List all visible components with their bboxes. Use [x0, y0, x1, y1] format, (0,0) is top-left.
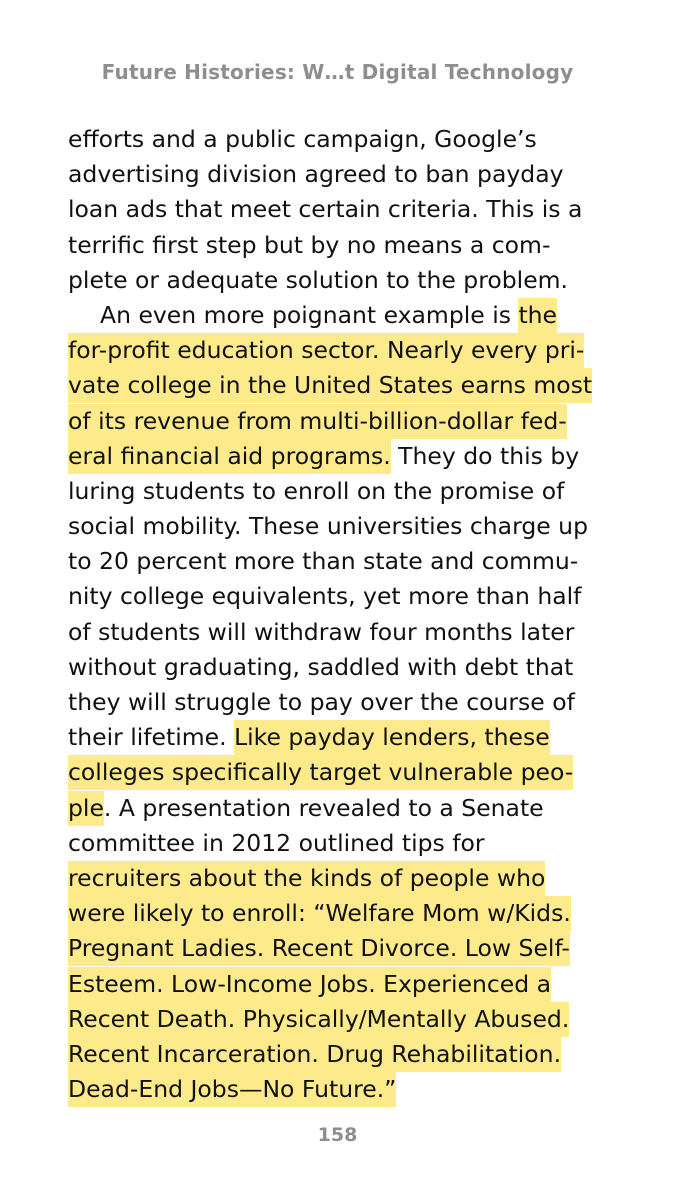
highlighted-text: Recent Incarceration. Drug Rehabilitation. [68, 1037, 561, 1072]
text-line [68, 1072, 628, 1107]
text-line [68, 720, 628, 755]
text-line [68, 474, 628, 509]
text-line [68, 333, 628, 368]
text-line [68, 650, 628, 685]
text-line [68, 861, 628, 896]
text-line [68, 192, 628, 227]
text-run: They do this by [390, 441, 580, 470]
text-line [68, 931, 628, 966]
highlighted-text: Recent Death. Physically/Mentally Abused. [68, 1002, 569, 1037]
highlighted-text: Dead-End Jobs—No Future.” [68, 1072, 396, 1107]
highlighted-text: for-profit education sector. Nearly every pri- [68, 333, 584, 368]
text-run: social mobility. These universities charge up [68, 512, 588, 541]
text-line [68, 1037, 628, 1072]
text-run: efforts and a public campaign, Google’s [68, 125, 537, 153]
text-run: they will struggle to pay over the course of [68, 688, 575, 716]
text-line [68, 122, 628, 157]
text-line [68, 439, 628, 474]
highlighted-text: recruiters about the kinds of people who [68, 861, 545, 896]
text-line [68, 544, 628, 579]
text-run: without graduating, saddled with debt that [68, 652, 574, 681]
text-run: their lifetime. [68, 723, 235, 752]
text-run: loan ads that meet certain criteria. This is a [68, 195, 583, 224]
text-run: An even more poignant example is [100, 300, 519, 329]
text-line [68, 685, 628, 720]
text-line [68, 509, 628, 544]
text-line [68, 298, 628, 333]
text-run: nity college equivalents, yet more than half [68, 582, 582, 611]
text-run: terrific first step but by no means a com- [68, 230, 551, 259]
text-line [68, 228, 628, 263]
text-line [68, 579, 628, 614]
highlighted-text: the [518, 298, 557, 333]
text-run: committee in 2012 outlined tips for [68, 828, 485, 857]
book-title: Future Histories: W…t Digital Technology [101, 60, 574, 84]
highlighted-text: colleges specifically target vulnerable peo- [68, 755, 573, 790]
text-line [68, 896, 628, 931]
text-line [68, 967, 628, 1002]
text-line [68, 791, 628, 826]
text-run: advertising division agreed to ban payday [68, 160, 564, 189]
highlighted-text: ple [68, 791, 104, 826]
highlighted-text: vate college in the United States earns most [68, 368, 592, 403]
text-run: . A presentation revealed to a Senate [103, 793, 544, 822]
text-line [68, 615, 628, 650]
text-line [68, 263, 628, 298]
page-text [68, 122, 628, 1107]
highlighted-text: of its revenue from multi-billion-dollar fed- [68, 404, 567, 439]
highlighted-text: Esteem. Low-Income Jobs. Experienced a [68, 967, 551, 1002]
text-line [68, 1002, 628, 1037]
highlighted-text: Like payday lenders, these [234, 720, 550, 755]
text-line [68, 157, 628, 192]
text-run: plete or adequate solution to the problem. [68, 265, 569, 294]
text-run: luring students to enroll on the promise of [68, 476, 565, 505]
text-line [68, 826, 628, 861]
text-line [68, 368, 628, 403]
text-line [68, 404, 628, 439]
text-run: of students will withdraw four months later [68, 617, 575, 646]
highlighted-text: eral financial aid programs. [68, 439, 391, 474]
highlighted-text: Pregnant Ladies. Recent Divorce. Low Self- [68, 931, 570, 966]
page-number: 158 [317, 1124, 358, 1146]
text-run: to 20 percent more than state and commu- [68, 547, 579, 576]
text-line [68, 755, 628, 790]
highlighted-text: were likely to enroll: “Welfare Mom w/Kids. [68, 896, 571, 931]
